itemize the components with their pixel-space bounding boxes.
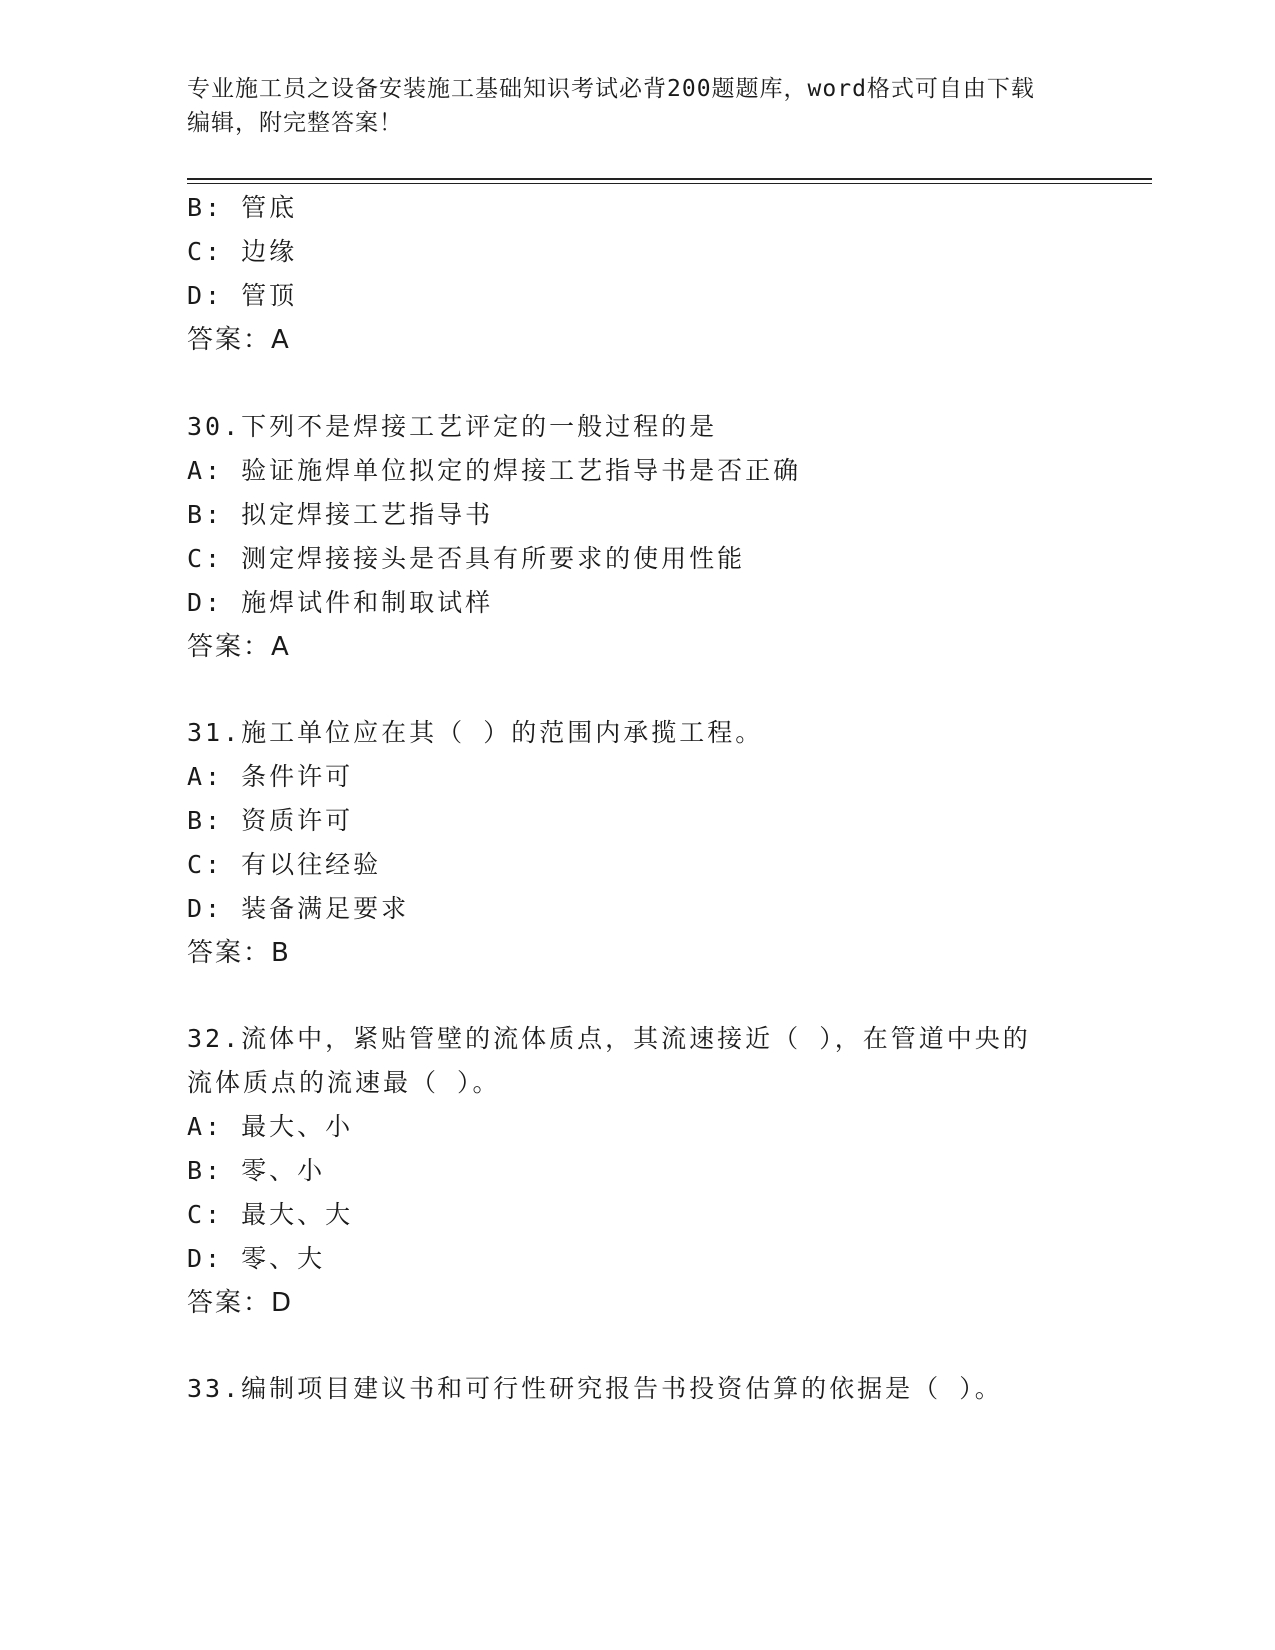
- option-b: B: 拟定焊接工艺指导书: [187, 500, 494, 529]
- answer-label: 答案：D: [187, 1288, 294, 1318]
- document-header: [187, 72, 1067, 140]
- option-c: C: 有以往经验: [187, 850, 382, 879]
- answer-label: 答案：B: [187, 938, 291, 968]
- option-d: D: 零、大: [187, 1244, 326, 1273]
- option-a: A: 验证施焊单位拟定的焊接工艺指导书是否正确: [187, 456, 802, 485]
- option-b: B: 资质许可: [187, 806, 354, 835]
- header-title-line-1: 专业施工员之设备安装施工基础知识考试必背200题题库，word格式可自由下载: [187, 76, 1035, 102]
- question-stem: 33.编制项目建议书和可行性研究报告书投资估算的依据是（ ）。: [187, 1374, 1003, 1403]
- option-b: B: 零、小: [187, 1156, 326, 1185]
- option-c: C: 边缘: [187, 237, 298, 266]
- option-b: B: 管底: [187, 193, 298, 222]
- option-c: C: 最大、大: [187, 1200, 354, 1229]
- option-d: D: 装备满足要求: [187, 894, 410, 923]
- answer-label: 答案：A: [187, 632, 291, 662]
- option-d: D: 管顶: [187, 281, 298, 310]
- option-a: A: 最大、小: [187, 1112, 354, 1141]
- option-c: C: 测定焊接接头是否具有所要求的使用性能: [187, 544, 746, 573]
- option-a: A: 条件许可: [187, 762, 354, 791]
- header-title-line-2: 编辑，附完整答案！: [187, 110, 403, 136]
- header-rule-thin: [187, 183, 1152, 184]
- answer-label: 答案：A: [187, 325, 291, 355]
- question-stem: 31.施工单位应在其（ ）的范围内承揽工程。: [187, 718, 764, 747]
- question-stem-line-2: 流体质点的流速最（ ）。: [187, 1068, 501, 1097]
- question-stem: 30.下列不是焊接工艺评定的一般过程的是: [187, 412, 718, 441]
- option-d: D: 施焊试件和制取试样: [187, 588, 494, 617]
- question-stem-line-1: 32.流体中，紧贴管壁的流体质点，其流速接近（ ），在管道中央的: [187, 1024, 1031, 1053]
- header-rule-thick: [187, 178, 1152, 180]
